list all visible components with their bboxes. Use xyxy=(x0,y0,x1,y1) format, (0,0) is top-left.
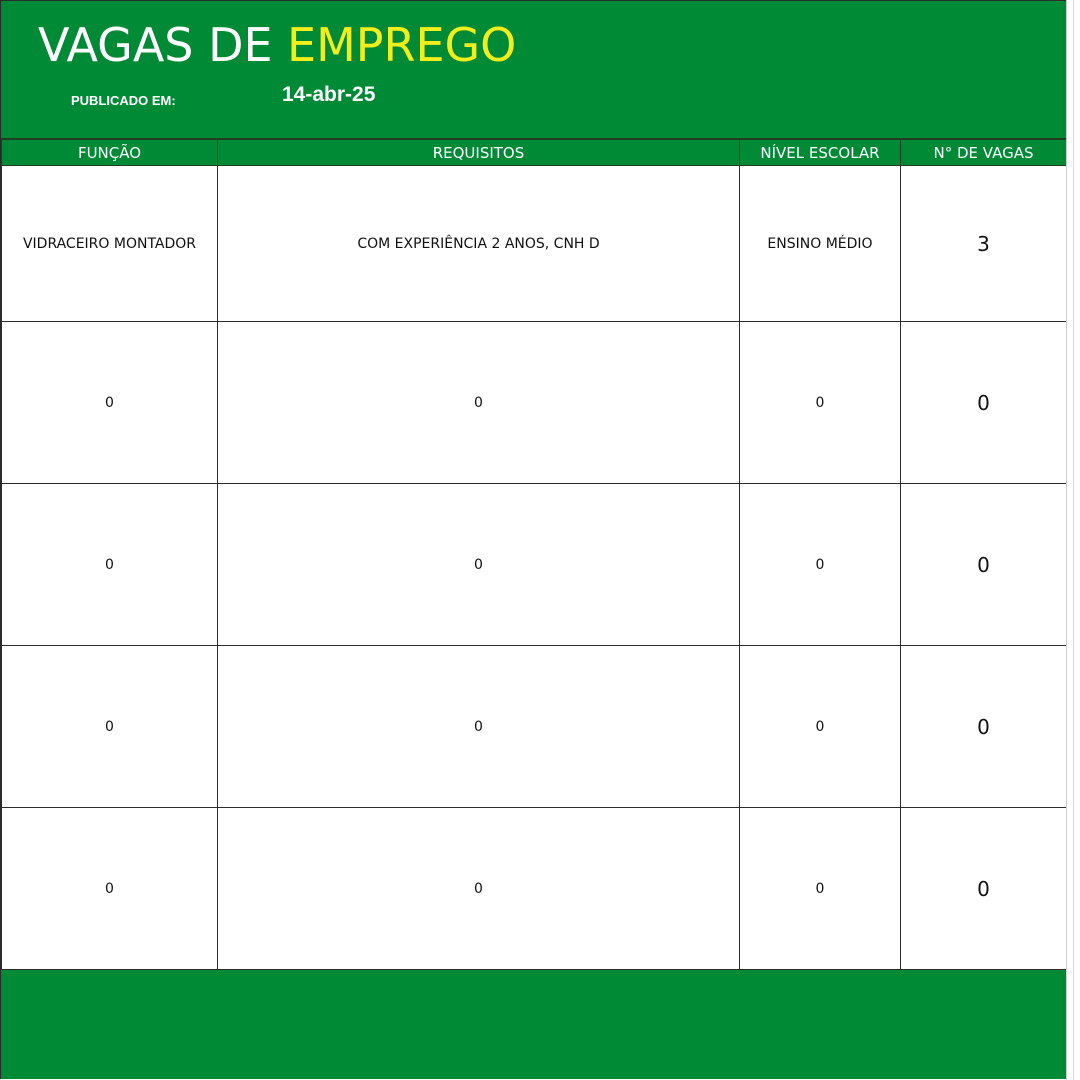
cell-requisitos: 0 xyxy=(218,484,740,646)
cell-nivel-escolar: 0 xyxy=(740,808,901,970)
cell-funcao: 0 xyxy=(2,808,218,970)
table-row xyxy=(2,646,1067,808)
table-header-row xyxy=(2,140,1067,166)
cell-numero-vagas: 0 xyxy=(901,646,1067,808)
table-row xyxy=(2,484,1067,646)
cell-funcao: VIDRACEIRO MONTADOR xyxy=(2,166,218,322)
published-date: 14-abr-25 xyxy=(282,83,376,106)
column-header-nivel-escolar: NÍVEL ESCOLAR xyxy=(740,140,901,166)
table-row xyxy=(2,808,1067,970)
cell-nivel-escolar: 0 xyxy=(740,484,901,646)
header-banner xyxy=(1,1,1066,139)
cell-requisitos: 0 xyxy=(218,808,740,970)
cell-funcao: 0 xyxy=(2,646,218,808)
title-emprego: EMPREGO xyxy=(287,18,517,72)
cell-funcao: 0 xyxy=(2,484,218,646)
column-header-funcao: FUNÇÃO xyxy=(2,140,218,166)
cell-numero-vagas: 3 xyxy=(901,166,1067,322)
cell-numero-vagas: 0 xyxy=(901,808,1067,970)
table-row xyxy=(2,166,1067,322)
cell-requisitos: 0 xyxy=(218,322,740,484)
footer-banner xyxy=(1,970,1066,1079)
title-vagas-de: VAGAS DE xyxy=(38,18,273,72)
cell-requisitos: COM EXPERIÊNCIA 2 ANOS, CNH D xyxy=(218,166,740,322)
cell-nivel-escolar: ENSINO MÉDIO xyxy=(740,166,901,322)
page-edge-line xyxy=(1073,0,1074,1080)
published-label: PUBLICADO EM: xyxy=(71,93,176,108)
cell-requisitos: 0 xyxy=(218,646,740,808)
cell-numero-vagas: 0 xyxy=(901,322,1067,484)
column-header-numero-vagas: N° DE VAGAS xyxy=(901,140,1067,166)
column-header-requisitos: REQUISITOS xyxy=(218,140,740,166)
jobs-table xyxy=(1,139,1067,970)
cell-numero-vagas: 0 xyxy=(901,484,1067,646)
cell-nivel-escolar: 0 xyxy=(740,322,901,484)
table-row xyxy=(2,322,1067,484)
cell-funcao: 0 xyxy=(2,322,218,484)
page-edge-scrollbar[interactable] xyxy=(1066,0,1080,1080)
cell-nivel-escolar: 0 xyxy=(740,646,901,808)
